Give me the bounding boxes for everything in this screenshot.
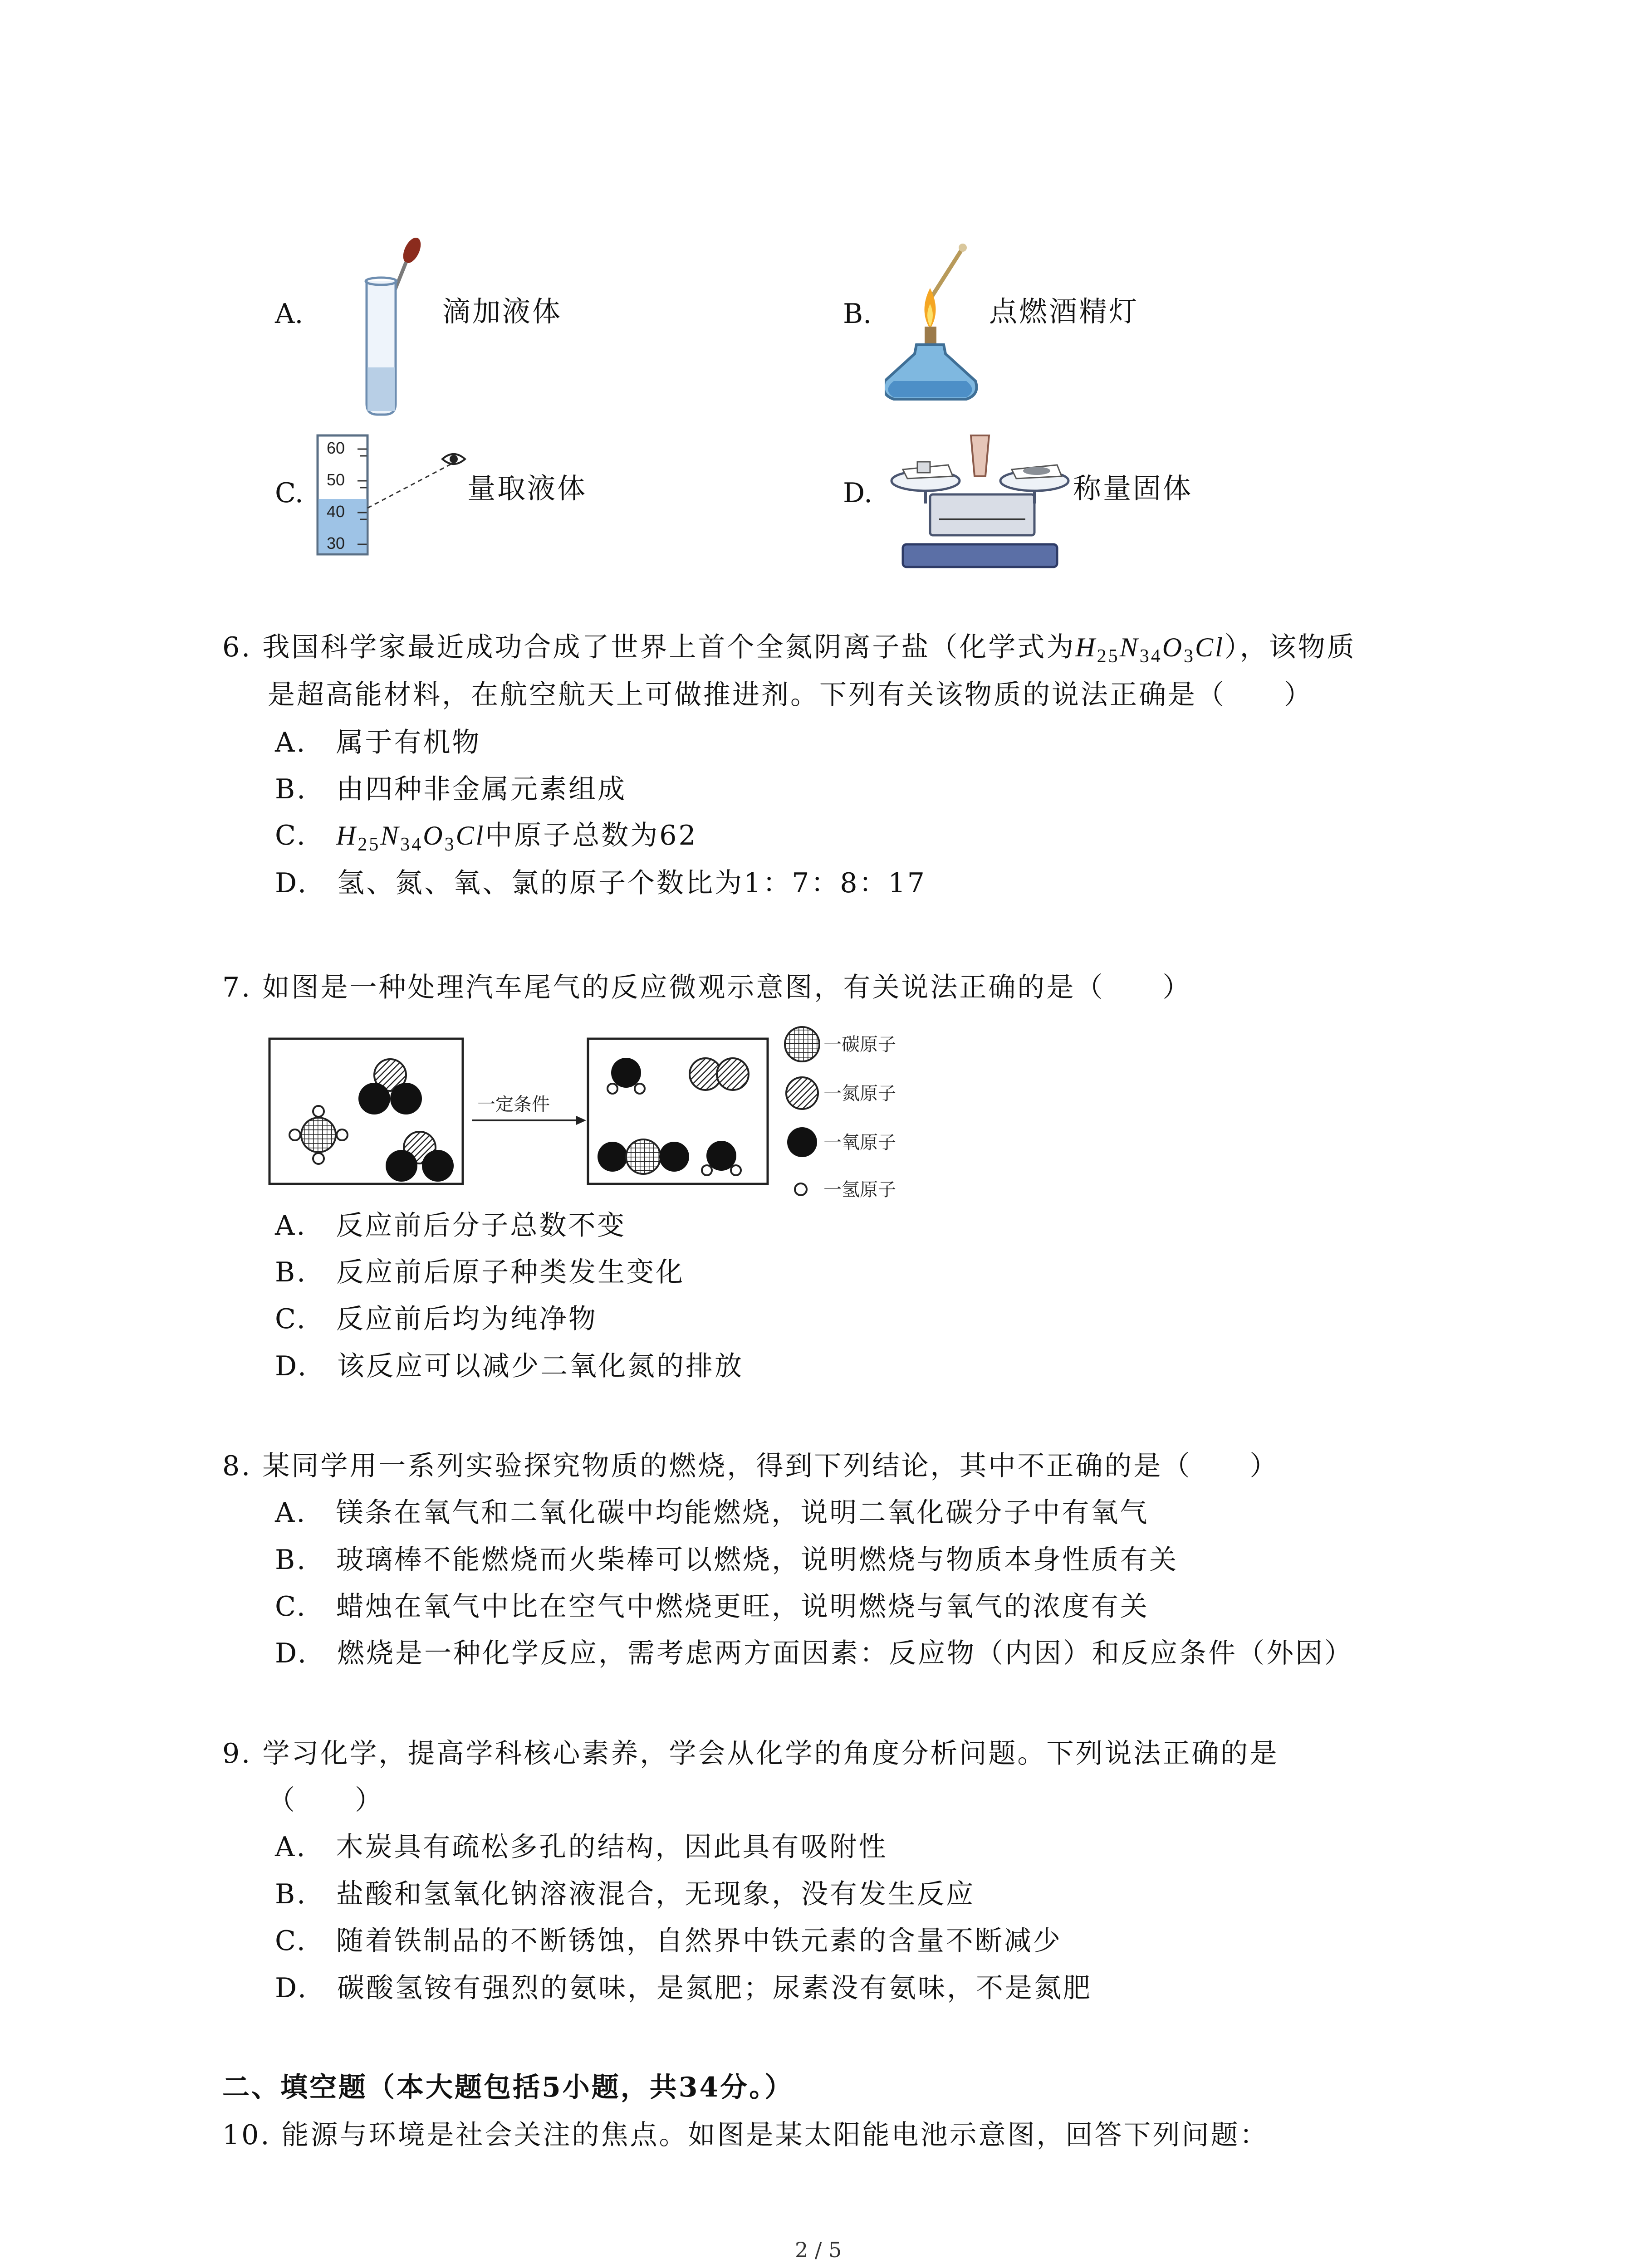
q6-option-c: [275, 816, 698, 864]
tick-label-50: 50: [327, 470, 345, 489]
tick-label-60: 60: [327, 439, 345, 457]
q6-stem-line2: 是超高能材料，在航空航天上可做推进剂。下列有关该物质的说法正确是（ ）: [268, 679, 1313, 711]
q7-option-a: A. 反应前后分子总数不变: [275, 1210, 627, 1242]
q5-option-d-letter: D.: [843, 477, 873, 509]
q5-option-c-caption: 量取液体: [467, 472, 588, 505]
section-2-title: 二、填空题（本大题包括5小题，共34分。）: [222, 2072, 794, 2103]
q8-option-b: B. 玻璃棒不能燃烧而火柴棒可以燃烧，说明燃烧与物质本身性质有关: [275, 1544, 1179, 1576]
balance-scale-icon: [885, 422, 1075, 572]
q6-stem-line1: [222, 628, 1356, 675]
q6-formula: $H_{25}N_{34}O_3Cl$: [1075, 632, 1225, 667]
q8-option-d: D. 燃烧是一种化学反应，需考虑两方面因素：反应物（内因）和反应条件（外因）: [275, 1637, 1354, 1669]
q9-option-d: D. 碳酸氢铵有强烈的氨味，是氮肥；尿素没有氨味，不是氮肥: [275, 1972, 1092, 2004]
q9-option-c: C. 随着铁制品的不断锈蚀，自然界中铁元素的含量不断减少: [275, 1925, 1062, 1957]
q8-option-a: A. 镁条在氧气和二氧化碳中均能燃烧，说明二氧化碳分子中有氧气: [275, 1497, 1149, 1529]
tick-label-40: 40: [327, 502, 345, 521]
q6-option-b: B. 由四种非金属元素组成: [275, 773, 627, 805]
arrow-label: 一定条件: [477, 1095, 550, 1114]
q6-option-c-formula: $H_{25}N_{34}O_3Cl$: [336, 821, 485, 855]
q6-stem-pre: 6. 我国科学家最近成功合成了世界上首个全氮阴离子盐（化学式为: [222, 631, 1076, 663]
legend-hydrogen: 一氢原子: [823, 1180, 896, 1200]
graduated-cylinder-icon: [313, 431, 476, 558]
q9-option-a: A. 木炭具有疏松多孔的结构，因此具有吸附性: [275, 1831, 888, 1863]
q5-option-a-caption: 滴加液体: [442, 295, 563, 328]
q6-option-c-letter: C.: [275, 820, 307, 851]
q9-stem: 9. 学习化学，提高学科核心素养，学会从化学的角度分析问题。下列说法正确的是: [222, 1738, 1279, 1769]
q9-stem-line2: （ ）: [268, 1784, 384, 1816]
legend-oxygen: 一氧原子: [823, 1133, 896, 1153]
q6-stem-post: ），该物质: [1224, 631, 1356, 663]
q7-option-d: D. 该反应可以减少二氧化氮的排放: [275, 1350, 744, 1382]
legend-carbon: 一碳原子: [823, 1035, 896, 1055]
q5-option-b-caption: 点燃酒精灯: [989, 295, 1139, 328]
q7-option-b: B. 反应前后原子种类发生变化: [275, 1256, 685, 1288]
q6-option-d: D. 氢、氮、氧、氯的原子个数比为1：7：8：17: [275, 867, 926, 899]
q10-stem: 10. 能源与环境是社会关注的焦点。如图是某太阳能电池示意图，回答下列问题：: [222, 2119, 1269, 2151]
q5-option-b-letter: B.: [843, 298, 872, 330]
q5-option-c-letter: C.: [275, 477, 304, 509]
q8-option-c: C. 蜡烛在氧气中比在空气中燃烧更旺，说明燃烧与氧气的浓度有关: [275, 1591, 1149, 1623]
tick-label-30: 30: [327, 534, 345, 552]
legend-nitrogen: 一氮原子: [823, 1084, 896, 1104]
q8-stem: 8. 某同学用一系列实验探究物质的燃烧，得到下列结论，其中不正确的是（ ）: [222, 1450, 1279, 1482]
q6-option-c-text: 中原子总数为62: [485, 820, 698, 851]
dropper-test-tube-icon: [345, 231, 445, 417]
alcohol-lamp-icon: [885, 231, 1003, 408]
q7-option-c: C. 反应前后均为纯净物: [275, 1303, 598, 1335]
reaction-micro-diagram: [268, 1021, 935, 1202]
q5-option-a-letter: A.: [275, 298, 304, 330]
page-number: 2 / 5: [795, 2238, 842, 2262]
q5-option-d-caption: 称量固体: [1073, 472, 1193, 505]
q9-option-b: B. 盐酸和氢氧化钠溶液混合，无现象，没有发生反应: [275, 1878, 975, 1910]
q7-stem: 7. 如图是一种处理汽车尾气的反应微观示意图，有关说法正确的是（ ）: [222, 972, 1192, 1003]
q6-option-a: A. 属于有机物: [275, 727, 481, 758]
